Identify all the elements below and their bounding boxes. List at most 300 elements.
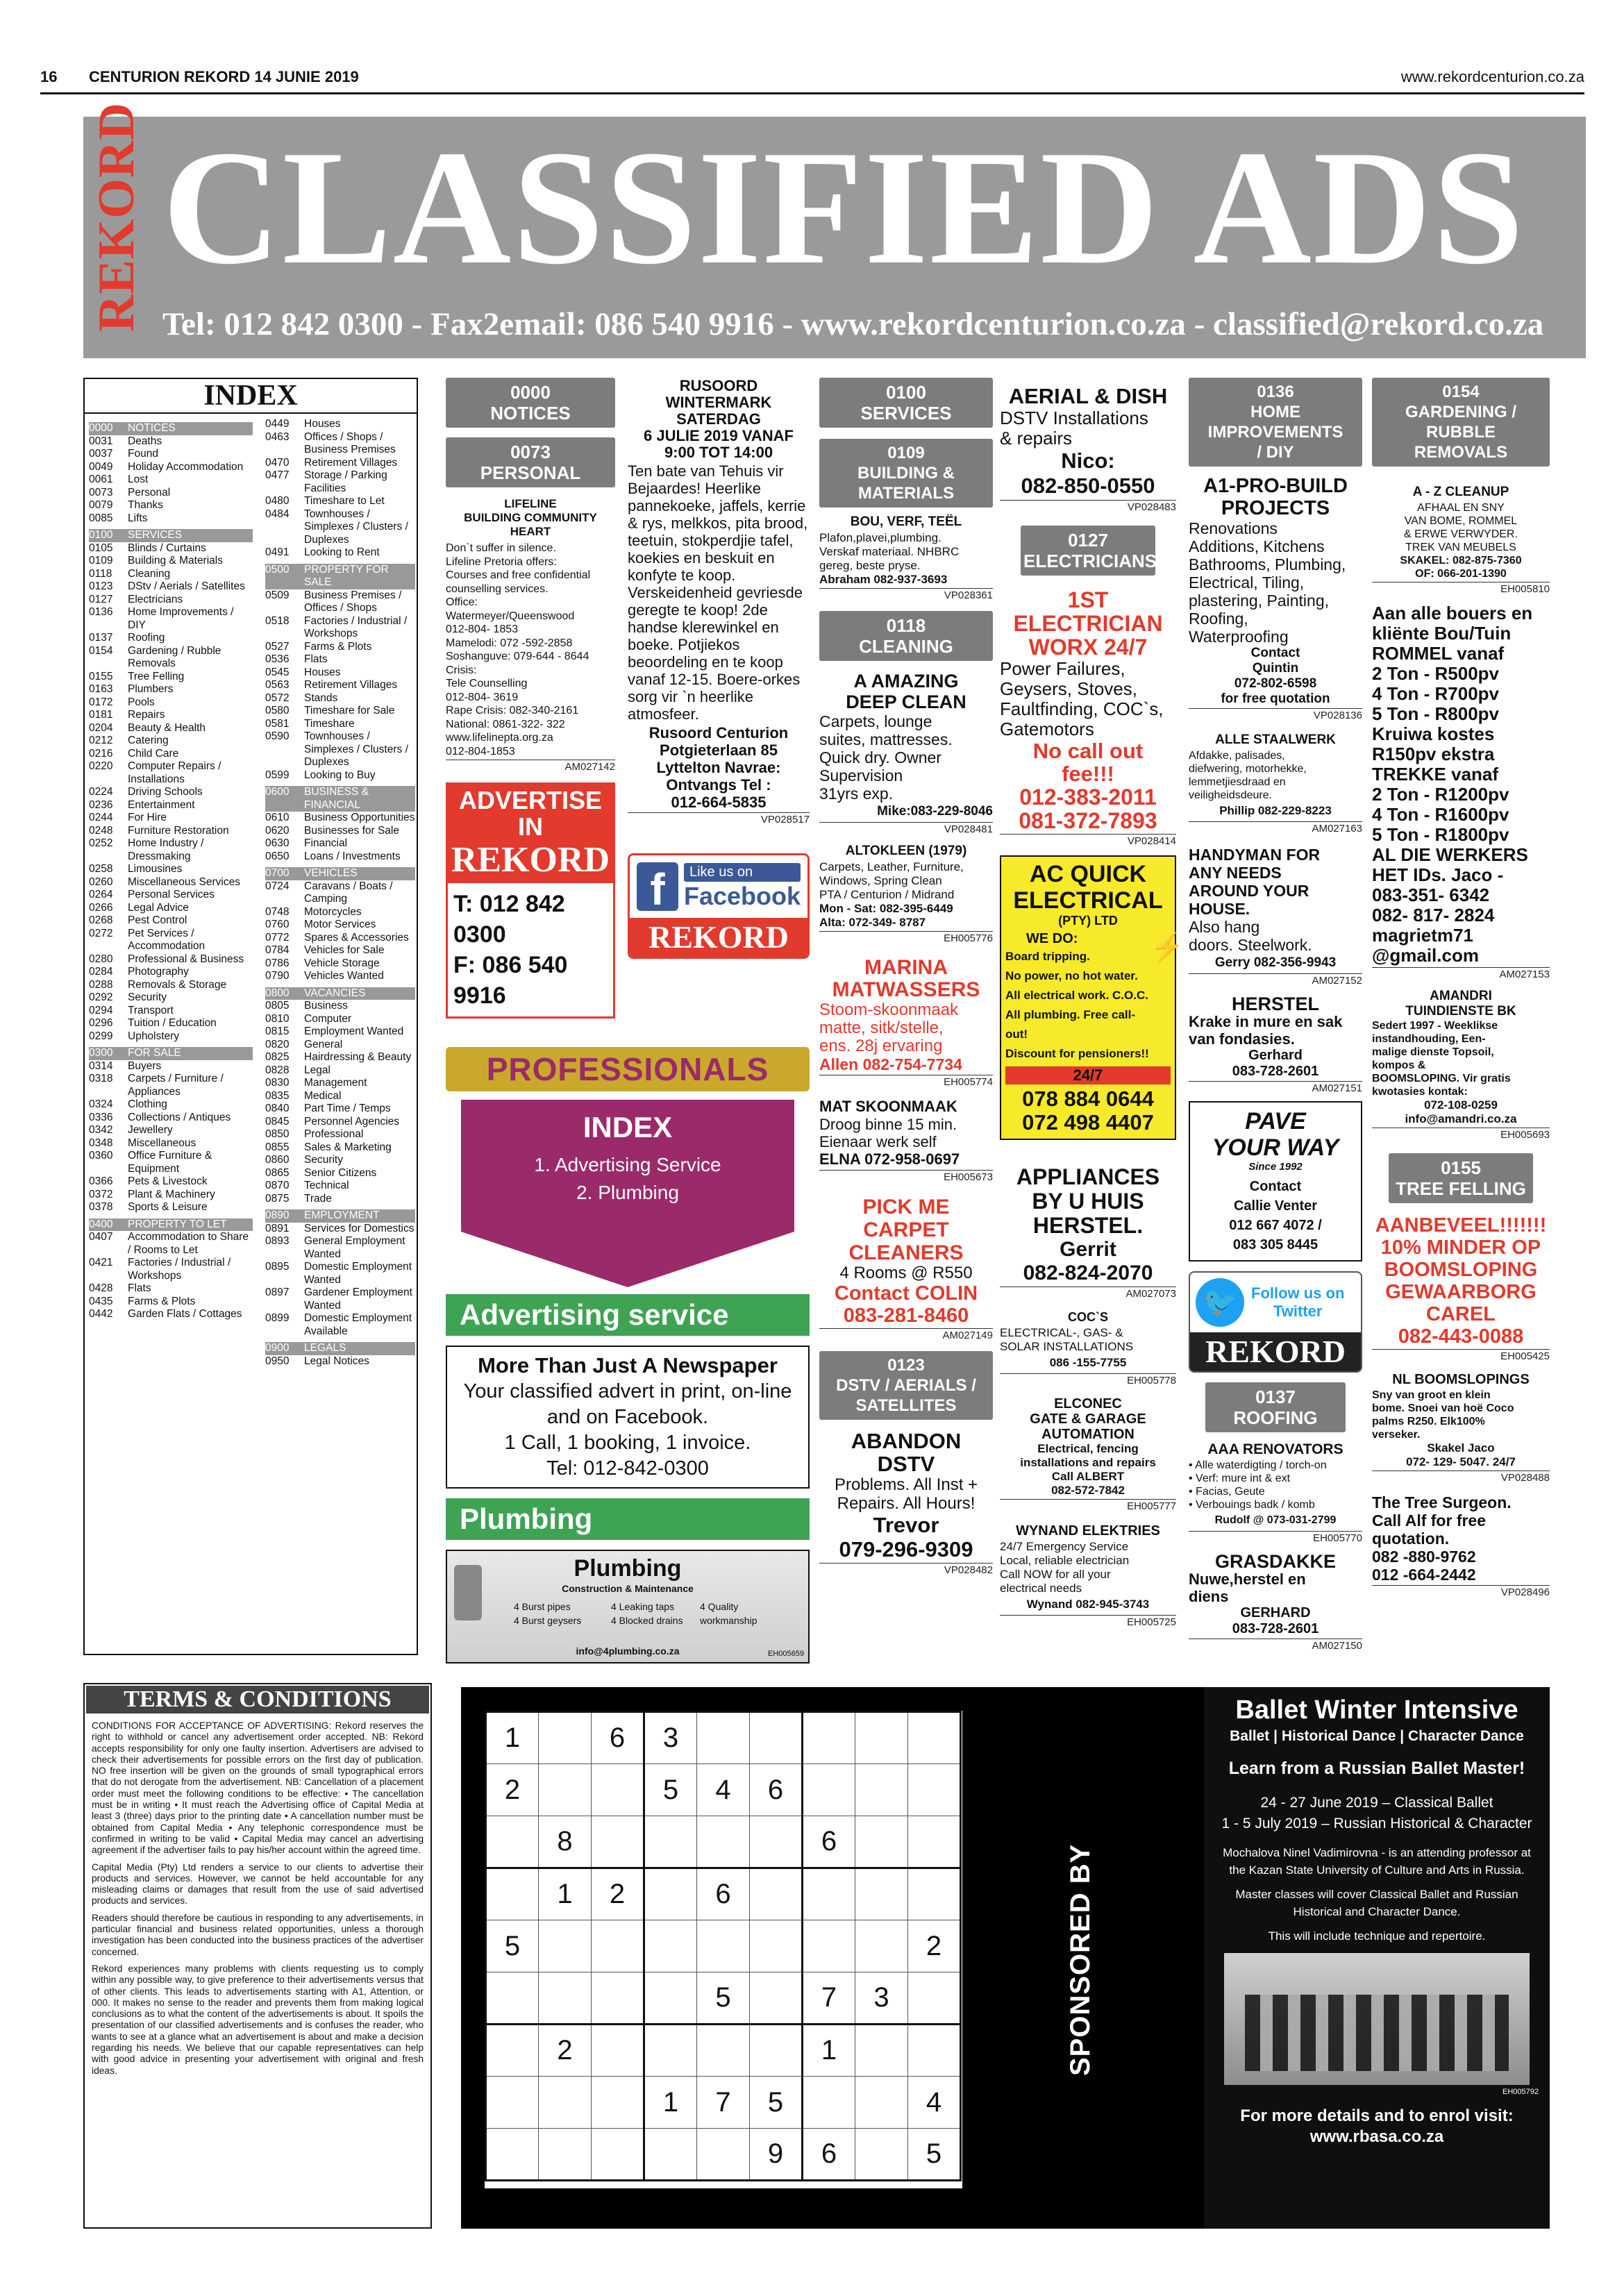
index-code: 0572 xyxy=(265,692,290,704)
index-label: Lifts xyxy=(128,512,148,524)
alle-ref: AM027163 xyxy=(1189,821,1362,835)
index-code: 0318 xyxy=(89,1073,113,1084)
index-code: 0700 xyxy=(265,867,290,879)
index-code: 0258 xyxy=(89,863,113,875)
ballet-ref: EH005792 xyxy=(1502,2088,1539,2096)
index-entry xyxy=(265,653,415,667)
sudoku-cell[interactable] xyxy=(644,2025,697,2077)
professionals-title: PROFESSIONALS xyxy=(446,1047,810,1091)
sudoku-cell[interactable]: 1 xyxy=(803,2025,855,2077)
sudoku-cell[interactable]: 2 xyxy=(592,1868,644,1920)
index-label: Vehicle Storage xyxy=(304,957,380,969)
sudoku-cell[interactable] xyxy=(486,1972,539,2025)
index-entry xyxy=(89,1124,253,1137)
index-entry xyxy=(265,769,415,782)
bouers-tel: 083-351- 6342 082- 817- 2824 magrietm71 @gmail.com xyxy=(1372,885,1495,966)
facebook-box[interactable] xyxy=(628,853,810,959)
amandri-body: Sedert 1997 - Weeklikse instandhouding, Een- malige dienste Topsoil, kompos & BOOMSLOPING. Vir gratis kwotasies kontak: xyxy=(1372,1020,1511,1098)
pick-title: PICK ME CARPET CLEANERS xyxy=(848,1196,964,1264)
mat-ref: EH005673 xyxy=(819,1170,993,1183)
coc-tel: 086 -155-7755 xyxy=(1049,1356,1127,1369)
sudoku-cell[interactable] xyxy=(697,2129,750,2181)
ballet-sub: Ballet | Historical Dance | Character Dance xyxy=(1230,1728,1524,1744)
sudoku-cell[interactable]: 9 xyxy=(750,2129,803,2181)
sudoku-cell[interactable] xyxy=(855,2025,908,2077)
sudoku-cell[interactable] xyxy=(855,1712,908,1764)
index-entry xyxy=(89,812,253,825)
marina-ref: EH005774 xyxy=(819,1075,993,1088)
herstel-name: Gerhard 083-728-2601 xyxy=(1232,1048,1319,1079)
index-label: PROPERTY TO LET xyxy=(128,1218,227,1230)
index-entry xyxy=(265,825,415,838)
sudoku-cell[interactable] xyxy=(539,1712,592,1764)
sudoku-cell[interactable] xyxy=(592,2077,644,2129)
index-code: 0815 xyxy=(265,1025,290,1037)
index-code: 0342 xyxy=(89,1124,113,1136)
professionals-index-arrow xyxy=(461,1100,794,1287)
ballet-p3: This will include technique and repertoire. xyxy=(1268,1929,1486,1943)
section-services: 0100 SERVICES xyxy=(819,378,993,428)
sudoku-cell[interactable] xyxy=(855,1920,908,1972)
sudoku-cell[interactable] xyxy=(750,1816,803,1868)
aaa-title: AAA RENOVATORS xyxy=(1207,1441,1343,1457)
sudoku-cell[interactable] xyxy=(803,1868,855,1920)
amandri-ref: EH005693 xyxy=(1372,1128,1550,1141)
index-label: Townhouses / Simplexes / Clusters / Duplexes xyxy=(304,508,408,546)
sudoku-cell[interactable] xyxy=(644,1920,697,1972)
index-code: 0724 xyxy=(265,880,290,892)
first-title: 1ST ELECTRICIAN WORX 24/7 xyxy=(1013,587,1163,660)
index-code: 0314 xyxy=(89,1059,113,1072)
sudoku-cell[interactable] xyxy=(592,1972,644,2025)
index-label: Garden Flats / Cottages xyxy=(128,1308,242,1320)
index-label: Pest Control xyxy=(128,914,187,926)
index-entry xyxy=(265,1141,415,1155)
a1-body: Renovations Additions, Kitchens Bathrooms, Plumbing, Electrical, Tiling, plastering, Painting, Roofing, Waterproofing xyxy=(1189,519,1346,646)
index-entry xyxy=(265,837,415,850)
index-code: 0348 xyxy=(89,1137,113,1149)
index-code: 0563 xyxy=(265,679,290,691)
index-code: 0899 xyxy=(265,1312,290,1324)
index-label: Houses xyxy=(304,666,341,678)
sudoku-cell[interactable] xyxy=(855,2129,908,2181)
terms-title: TERMS & CONDITIONS xyxy=(86,1686,429,1713)
col-notices xyxy=(446,378,615,1019)
facebook-label: Facebook xyxy=(683,881,801,910)
lifeline-title: LIFELINE BUILDING COMMUNITY HEART xyxy=(464,497,597,538)
index-entry xyxy=(89,979,253,992)
index-label: Domestic Employment Available xyxy=(304,1312,412,1337)
index-label: Cleaning xyxy=(128,567,171,580)
index-label: Furniture Restoration xyxy=(128,824,229,837)
elconec-title: ELCONEC GATE & GARAGE AUTOMATION xyxy=(1030,1396,1146,1442)
sudoku-cell[interactable] xyxy=(750,1868,803,1920)
twitter-box[interactable] xyxy=(1189,1271,1362,1373)
plumbing-service-6: workmanship xyxy=(700,1615,757,1626)
index-label: DStv / Aerials / Satellites xyxy=(128,580,245,592)
index-code: 0300 xyxy=(89,1047,113,1059)
marina-tel: Allen 082-754-7734 xyxy=(819,1055,962,1073)
az-title: A - Z CLEANUP xyxy=(1412,485,1509,499)
masthead-rekord: REKORD xyxy=(88,102,145,332)
index-code: 0288 xyxy=(89,978,113,991)
sudoku-cell[interactable] xyxy=(486,1816,539,1868)
index-code: 0786 xyxy=(265,957,290,969)
index-title: INDEX xyxy=(85,379,417,414)
sudoku-cell[interactable] xyxy=(644,1868,697,1920)
sudoku-cell[interactable] xyxy=(908,1764,961,1816)
sudoku-cell[interactable]: 1 xyxy=(486,1712,539,1764)
index-entry xyxy=(265,469,415,495)
index-label: Miscellaneous xyxy=(128,1137,196,1149)
sudoku-cell[interactable]: 6 xyxy=(592,1712,644,1764)
sudoku-cell[interactable] xyxy=(855,1816,908,1868)
index-label: Electricians xyxy=(128,593,183,605)
tree-surgeon: The Tree Surgeon. Call Alf for free quotation. 082 -880-9762 012 -664-2442 xyxy=(1372,1493,1512,1584)
acq-title: AC QUICK ELECTRICAL xyxy=(1013,861,1163,914)
index-entry xyxy=(89,461,253,474)
sudoku-cell[interactable] xyxy=(592,1764,644,1816)
herstel-title: HERSTEL xyxy=(1231,994,1319,1014)
index-code: 0527 xyxy=(265,640,290,653)
index-code: 0000 xyxy=(89,422,113,434)
index-entry xyxy=(89,1296,253,1309)
index-code: 0421 xyxy=(89,1257,113,1268)
sudoku-cell[interactable] xyxy=(644,2129,697,2181)
a1-ref: VP028136 xyxy=(1189,708,1362,721)
sudoku-cell[interactable] xyxy=(486,2129,539,2181)
index-entry xyxy=(265,1193,415,1206)
aanbeveel-ref: EH005425 xyxy=(1372,1349,1550,1362)
col-services xyxy=(819,378,993,1576)
aerial-name: Nico: 082-850-0550 xyxy=(1021,449,1155,498)
plumbing-service-5: 4 Quality xyxy=(700,1601,739,1612)
acq-pty: (PTY) LTD xyxy=(1058,914,1118,928)
appl-title: APPLIANCES BY U HUIS HERSTEL. xyxy=(1016,1164,1160,1238)
index-entry xyxy=(265,812,415,825)
index-entry xyxy=(265,730,415,769)
index-label: Holiday Accommodation xyxy=(128,460,244,473)
sudoku-cell[interactable] xyxy=(697,1816,750,1868)
index-entry xyxy=(89,448,253,461)
sudoku-cell[interactable] xyxy=(908,1868,961,1920)
plumbing-bar: Plumbing xyxy=(446,1498,810,1540)
index-heading xyxy=(265,1342,415,1355)
sudoku-cell[interactable]: 5 xyxy=(697,1972,750,2025)
sudoku-cell[interactable]: 5 xyxy=(750,2077,803,2129)
sudoku-grid[interactable] xyxy=(485,1711,962,2181)
amazing-tel: Mike:083-229-8046 xyxy=(877,804,993,819)
sudoku-cell[interactable]: 6 xyxy=(803,1816,855,1868)
index-code: 0154 xyxy=(89,644,113,657)
plumbing-ad-title: Plumbing xyxy=(574,1555,682,1582)
ballet-date-1: 24 - 27 June 2019 – Classical Ballet xyxy=(1260,1795,1493,1811)
abandon-body: Problems. All Inst + Repairs. All Hours! xyxy=(834,1475,978,1513)
sudoku-cell[interactable]: 7 xyxy=(697,2077,750,2129)
wynand-body: 24/7 Emergency Service Local, reliable electrician Call NOW for all your electrical needs xyxy=(1000,1540,1130,1595)
pick-ref: AM027149 xyxy=(819,1328,993,1341)
sudoku-cell[interactable] xyxy=(803,1920,855,1972)
index-label: Businesses for Sale xyxy=(304,824,399,837)
index-code: 0790 xyxy=(265,970,290,982)
plumbing-service-4: 4 Blocked drains xyxy=(611,1615,683,1626)
sudoku-cell[interactable] xyxy=(539,1920,592,1972)
sudoku-cell[interactable] xyxy=(750,1712,803,1764)
sudoku-cell[interactable]: 1 xyxy=(539,1868,592,1920)
sudoku-cell[interactable] xyxy=(908,2025,961,2077)
sudoku-cell[interactable] xyxy=(644,1972,697,2025)
sudoku-cell[interactable] xyxy=(539,1972,592,2025)
index-code: 0835 xyxy=(265,1089,290,1102)
sudoku-cell[interactable] xyxy=(855,1868,908,1920)
ballet-footer[interactable]: For more details and to enrol visit: www.rbasa.co.za xyxy=(1240,2106,1514,2146)
pave-contact: Contact Callie Venter 012 667 4072 / 083 305 8445 xyxy=(1229,1179,1322,1252)
index-code: 0366 xyxy=(89,1175,113,1187)
index-code: 0500 xyxy=(265,563,290,576)
a1-contact: Contact Quintin 072-802-6598 for free quotation xyxy=(1221,646,1330,706)
alle-body: Afdakke, palisades, diefwering, motorhekke, lemmetjiesdraad en veiligheidsdeure. xyxy=(1189,750,1307,801)
gras-body: Nuwe,herstel en diens xyxy=(1189,1570,1306,1605)
index-code: 0137 xyxy=(89,632,113,644)
index-entry xyxy=(265,679,415,692)
index-entry xyxy=(89,487,253,500)
sudoku-cell[interactable]: 7 xyxy=(803,1972,855,2025)
sudoku-cell[interactable] xyxy=(592,2025,644,2077)
gras-name: GERHARD 083-728-2601 xyxy=(1232,1605,1319,1636)
sudoku-cell[interactable] xyxy=(697,2025,750,2077)
sudoku-cell[interactable] xyxy=(750,1972,803,2025)
index-heading xyxy=(265,987,415,1000)
sudoku-cell[interactable]: 6 xyxy=(750,1764,803,1816)
sudoku-cell[interactable]: 5 xyxy=(908,2129,961,2181)
sudoku-cell[interactable] xyxy=(592,1816,644,1868)
index-entry xyxy=(265,1013,415,1026)
sudoku-cell[interactable]: 1 xyxy=(644,2077,697,2129)
sudoku-cell[interactable] xyxy=(592,1920,644,1972)
index-label: Sales & Marketing xyxy=(304,1141,392,1153)
index-code: 0825 xyxy=(265,1051,290,1063)
advertise-in: IN xyxy=(518,812,543,841)
facebook-rekord: REKORD xyxy=(630,918,807,957)
index-code: 0031 xyxy=(89,435,113,447)
index-code: 0299 xyxy=(89,1030,113,1042)
sudoku-row xyxy=(486,1764,961,1816)
sudoku-cell[interactable] xyxy=(486,2025,539,2077)
index-heading xyxy=(89,529,253,542)
index-code: 0477 xyxy=(265,469,290,481)
sudoku-cell[interactable] xyxy=(750,2025,803,2077)
index-label: Computer Repairs / Installations xyxy=(128,760,221,785)
index-code: 0484 xyxy=(265,508,290,520)
sudoku-cell[interactable] xyxy=(803,2077,855,2129)
sudoku-cell[interactable] xyxy=(803,1764,855,1816)
index-code: 0590 xyxy=(265,730,290,742)
pave-title: PAVE YOUR WAY xyxy=(1212,1108,1339,1161)
index-entry xyxy=(265,919,415,932)
index-entry xyxy=(89,1137,253,1150)
index-code: 0105 xyxy=(89,542,113,554)
index-code: 0600 xyxy=(265,786,290,798)
index-label: Financial xyxy=(304,837,348,849)
coc-ref: EH005778 xyxy=(1000,1373,1176,1386)
sudoku-cell[interactable] xyxy=(486,1868,539,1920)
index-label: Transport xyxy=(128,1004,174,1016)
index-label: Miscellaneous Services xyxy=(128,875,240,888)
index-code: 0620 xyxy=(265,824,290,837)
index-label: Loans / Investments xyxy=(304,850,401,862)
advertising-service-ad xyxy=(446,1346,810,1489)
index-label: Flats xyxy=(304,653,328,665)
ballet-ad xyxy=(1204,1687,1550,2229)
index-entry xyxy=(89,671,253,684)
index-code: 0850 xyxy=(265,1128,290,1140)
coc-title: COC`S xyxy=(1068,1310,1108,1324)
index-code: 0123 xyxy=(89,580,113,592)
index-label: General Employment Wanted xyxy=(304,1235,405,1260)
first-ref: VP028414 xyxy=(1000,834,1176,847)
sudoku-cell[interactable]: 6 xyxy=(803,2129,855,2181)
mat-body: Droog binne 15 min. Eienaar werk self xyxy=(819,1116,957,1150)
index-heading xyxy=(89,422,253,435)
index-code: 0248 xyxy=(89,824,113,837)
sudoku-cell[interactable] xyxy=(750,1920,803,1972)
sudoku-cell[interactable]: 2 xyxy=(486,1764,539,1816)
sudoku-cell[interactable]: 3 xyxy=(855,1972,908,2025)
rusoord-title: RUSOORD WINTERMARK SATERDAG 6 JULIE 2019 VANAF 9:00 TOT 14:00 xyxy=(643,377,794,461)
sudoku-cell[interactable] xyxy=(539,2077,592,2129)
index-entry xyxy=(89,1201,253,1214)
gras-title: GRASDAKKE xyxy=(1214,1551,1336,1572)
index-entry xyxy=(89,683,253,696)
index-code: 0181 xyxy=(89,709,113,721)
index-label: EMPLOYMENT xyxy=(304,1209,380,1221)
sudoku-cell[interactable]: 2 xyxy=(539,2025,592,2077)
index-label: Beauty & Health xyxy=(128,721,206,734)
sudoku-cell[interactable] xyxy=(803,1712,855,1764)
marina-title: MARINA MATWASSERS xyxy=(832,956,980,1001)
index-code: 0244 xyxy=(89,812,113,823)
index-entry xyxy=(265,615,415,641)
sudoku-cell[interactable] xyxy=(908,1972,961,2025)
index-entry xyxy=(89,966,253,979)
sudoku-cell[interactable]: 2 xyxy=(908,1920,961,1972)
professionals-index-item-1[interactable]: 1. Advertising Service xyxy=(534,1154,721,1175)
index-code: 0360 xyxy=(89,1150,113,1162)
index-code: 0292 xyxy=(89,991,113,1003)
alle-title: ALLE STAALWERK xyxy=(1215,732,1336,747)
index-label: Retirement Villages xyxy=(304,456,398,469)
section-electricians: 0127 ELECTRICIANS xyxy=(1021,526,1155,576)
handy-tel: Gerry 082-356-9943 xyxy=(1214,955,1337,970)
sudoku-cell[interactable] xyxy=(592,2129,644,2181)
sudoku-cell[interactable] xyxy=(697,1920,750,1972)
sudoku-cell[interactable] xyxy=(697,1712,750,1764)
altok-tel: Mon - Sat: 082-395-6449 Alta: 072-349- 8787 xyxy=(819,902,953,929)
sudoku-cell[interactable] xyxy=(908,1712,961,1764)
index-label: Blinds / Curtains xyxy=(128,542,206,554)
sudoku-cell[interactable] xyxy=(539,1764,592,1816)
index-label: Pools xyxy=(128,696,155,708)
index-label: Flats xyxy=(128,1282,151,1294)
sudoku-cell[interactable]: 8 xyxy=(539,1816,592,1868)
herstel-body: Krake in mure en sak van fondasies. xyxy=(1189,1013,1343,1048)
index-code: 0324 xyxy=(89,1098,113,1110)
index-label: Farms & Plots xyxy=(304,640,372,653)
wynand-ref: EH005725 xyxy=(1000,1615,1176,1628)
ballet-title: Ballet Winter Intensive xyxy=(1235,1695,1518,1725)
index-heading xyxy=(89,1047,253,1060)
advertise-box xyxy=(446,782,615,1019)
handy-body: Also hang doors. Steelwork. xyxy=(1189,918,1312,954)
index-code: 0212 xyxy=(89,735,113,746)
index-left xyxy=(89,418,253,1321)
site-url[interactable]: www.rekordcenturion.co.za xyxy=(1400,68,1584,85)
sudoku-cell[interactable]: 5 xyxy=(644,1764,697,1816)
sudoku-cell[interactable] xyxy=(908,1816,961,1868)
sudoku-cell[interactable] xyxy=(539,2129,592,2181)
section-notices: 0000 NOTICES xyxy=(446,378,615,428)
index-entry xyxy=(89,760,253,786)
plumbing-email[interactable]: info@4plumbing.co.za xyxy=(576,1645,680,1657)
sudoku-cell[interactable] xyxy=(855,1764,908,1816)
sudoku-cell[interactable]: 4 xyxy=(908,2077,961,2129)
lifeline-ref: AM027142 xyxy=(446,760,615,773)
abandon-title: ABANDON DSTV xyxy=(851,1429,962,1476)
bou-title: BOU, VERF, TEËL xyxy=(850,514,962,529)
herstel-ref: AM027151 xyxy=(1189,1081,1362,1094)
index-code: 0860 xyxy=(265,1154,290,1166)
amazing-ref: VP028481 xyxy=(819,822,993,835)
sudoku-cell[interactable]: 5 xyxy=(486,1920,539,1972)
index-entry xyxy=(265,1261,415,1287)
index-entry xyxy=(265,1167,415,1180)
index-label: Stands xyxy=(304,692,338,704)
terms-p1: CONDITIONS FOR ACCEPTANCE OF ADVERTISING: Rekord reserves the right to withhold or cancel any advertisement order accepted. NB: Rekord accepts responsibility for only one faulty insertion. Advertisers are advised to check their advertisements for possible errors on the first day of publication. NO free insertion will be given on the grounds of small typographical errors that do not derogate from the advertisement. NB: Cancellation of a placement order must meet the following conditions to be effective: • The cancellation must be in writing • It must reach the Advertising office of Capital Media at least 3 (three) days prior to the printing date • A cancellation number must be obtained from Capital Media • Any telephonic correspondence must be confirmed in writing to be valid • Capital Media may cancel an advertising agreement if the advertiser fails to pay his/her account within the agreed time. xyxy=(92,1720,424,1856)
index-entry xyxy=(265,957,415,971)
index-code: 0136 xyxy=(89,606,113,618)
sudoku-row xyxy=(486,2129,961,2181)
index-entry xyxy=(265,418,415,431)
index-label: Professional xyxy=(304,1128,364,1140)
elconec-ref: EH005777 xyxy=(1000,1499,1176,1512)
plumbing-ad xyxy=(446,1550,810,1664)
index-label: Retirement Villages xyxy=(304,679,398,691)
sudoku-cell[interactable]: 6 xyxy=(697,1868,750,1920)
gras-ref: AM027150 xyxy=(1189,1639,1362,1652)
professionals-index-item-2[interactable]: 2. Plumbing xyxy=(576,1182,679,1203)
nl-tel: Skakel Jaco 072- 129- 5047. 24/7 xyxy=(1406,1441,1516,1468)
bouers-body: Aan alle bouers en kliënte Bou/Tuin ROMMEL vanaf 2 Ton - R500pv 4 Ton - R700pv 5 Ton - R800pv Kruiwa kostes R150pv ekstra TREKKE vanaf 2 Ton - R1200pv 4 Ton - R1600pv 5 Ton - R1800pv xyxy=(1372,603,1533,845)
index-entry xyxy=(89,1257,253,1282)
sudoku-cell[interactable]: 4 xyxy=(697,1764,750,1816)
sudoku-cell[interactable] xyxy=(855,2077,908,2129)
aaa-ref: EH005770 xyxy=(1189,1531,1362,1544)
sudoku-cell[interactable]: 3 xyxy=(644,1712,697,1764)
pave-ad xyxy=(1189,1101,1362,1262)
index-label: Security xyxy=(128,991,167,1003)
index-entry xyxy=(265,1051,415,1064)
index-entry xyxy=(89,876,253,889)
index-label: Photography xyxy=(128,966,189,978)
index-code: 0216 xyxy=(89,747,113,760)
index-code: 0875 xyxy=(265,1192,290,1205)
index-entry xyxy=(265,1128,415,1141)
index-code: 0085 xyxy=(89,512,113,524)
sudoku-cell[interactable] xyxy=(486,2077,539,2129)
plumbing-ref: EH005659 xyxy=(768,1650,804,1658)
advertise-fax: F: 086 540 9916 xyxy=(453,952,568,1009)
sudoku-cell[interactable] xyxy=(644,1816,697,1868)
